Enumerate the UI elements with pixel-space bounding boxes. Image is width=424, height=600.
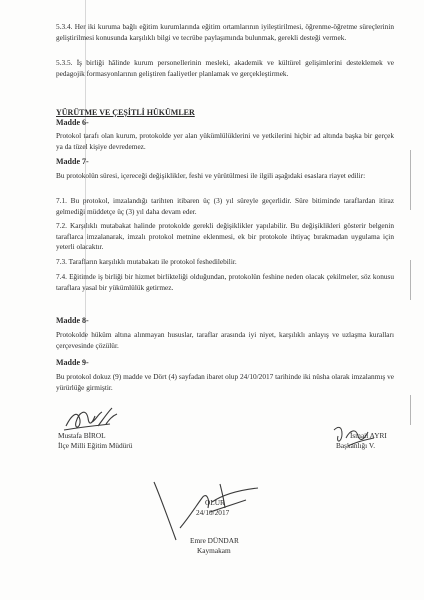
right-signer-title: Başkanlığı V. xyxy=(336,441,376,450)
article-7-2: 7.2. Karşılıklı mutabakat halinde protokolde gerekli değişiklikler yapılabilir. Bu değişiklikleri gösterir belgenin taraflarca imzalanarak, imzalı protokol metnine eklenmesi, ek bir protokole ihtiyaç bırakmadan uygulama için yeterli olacaktır. xyxy=(56,221,394,252)
article-6-text: Protokol tarafı olan kurum, protokolde yer alan yükümlülüklerini ve yetkilerini hiçbir ad altında başka bir gerçek ya da tüzel kişiye devredemez. xyxy=(56,131,394,151)
article-9-title: Madde 9- xyxy=(56,358,89,367)
article-8-title: Madde 8- xyxy=(56,316,89,325)
scan-edge-mark xyxy=(410,260,411,300)
left-signer-name: Mustafa BİROL xyxy=(58,431,106,440)
article-7-1: 7.1. Bu protokol, imzalandığı tarihten itibaren üç (3) yıl süreyle geçerlidir. Süre bitiminde taraflardan itiraz gelmediği müddetçe üç (3) yıl daha devam eder. xyxy=(56,196,394,216)
article-8-text: Protokolde hüküm altına alınmayan hususlar, taraflar arasında iyi niyet, karşılıklı anlayış ve uzlaşma kuralları çerçevesinde çözülür. xyxy=(56,330,394,350)
article-7-4: 7.4. Eğitimde iş birliği bir hizmet birlikteliği olduğundan, protokolün feshine neden olacak çekilmeler, söz konusu taraflara yasal bir yükümlülük getirmez. xyxy=(56,272,394,292)
right-signer-name: İsmail AYRI xyxy=(350,431,387,440)
approval-label: OLUR xyxy=(205,498,225,507)
scan-edge-mark xyxy=(410,395,411,425)
section-title: YÜRÜTME VE ÇEŞİTLİ HÜKÜMLER xyxy=(56,108,195,117)
scan-edge-mark xyxy=(410,150,411,210)
article-7-intro: Bu protokolün süresi, içereceği değişiklikler, feshi ve yürütülmesi ile ilgili aşağıdaki esaslara riayet edilir: xyxy=(56,171,366,180)
left-signer-title: İlçe Milli Eğitim Müdürü xyxy=(58,441,133,450)
article-9-text: Bu protokol dokuz (9) madde ve Dört (4) sayfadan ibaret olup 24/10/2017 tarihinde iki nüsha olarak imzalanmış ve yürürlüğe girmiştir. xyxy=(56,372,394,392)
article-7-3: 7.3. Tarafların karşılıklı mutabakatı ile protokol feshedilebilir. xyxy=(56,257,237,266)
clause-5-3-4: 5.3.4. Her iki kuruma bağlı eğitim kurumlarında eğitim ortamlarının iyileştirilmesi, öğrenme-öğretme süreçlerinin geliştirilmesi konusunda karşılıklı bilgi ve tecrübe paylaşımında bulunmak, gerekli desteği vermek. xyxy=(56,22,394,42)
article-6-title: Madde 6- xyxy=(56,118,89,127)
governor-title: Kaymakam xyxy=(197,546,231,555)
governor-name: Emre DÜNDAR xyxy=(190,536,239,545)
article-7-title: Madde 7- xyxy=(56,157,89,166)
clause-5-3-5: 5.3.5. İş birliği hâlinde kurum personellerinin mesleki, akademik ve kültürel gelişimlerini desteklemek ve pedagojik formasyonlarının geliştiren faaliyetler planlamak ve gerçekleştirmek. xyxy=(56,58,394,78)
approval-date: 24/10/2017 xyxy=(196,508,230,517)
